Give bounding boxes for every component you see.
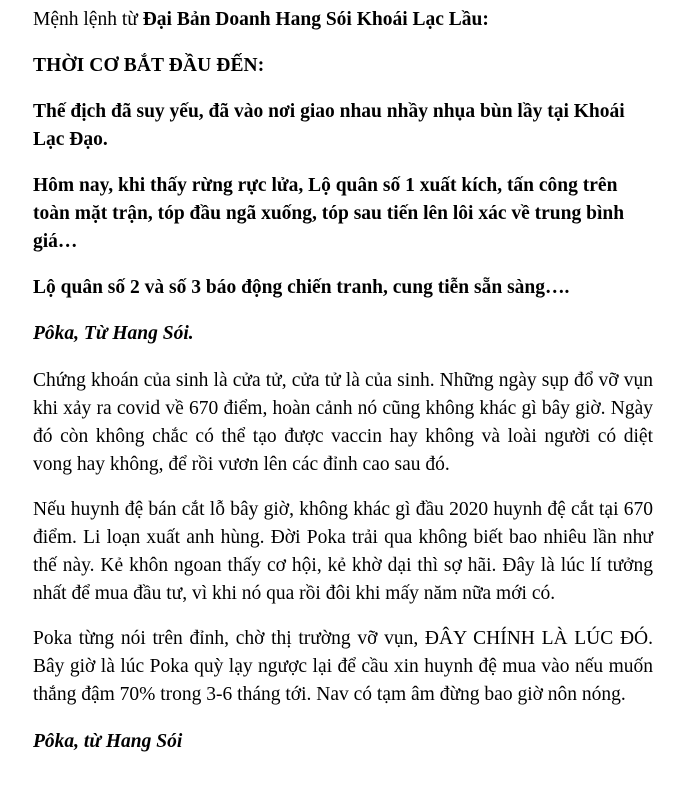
body-paragraph-2: Nếu huynh đệ bán cắt lỗ bây giờ, không khác gì đầu 2020 huynh đệ cắt tại 670 điểm. Li loạn xuất anh hùng. Đời Poka trải qua không biết bao nhiêu lần như thế này. Kẻ khôn ngoan thấy cơ hội, kẻ khờ dại thì sợ hãi. Đây là lúc lí tưởng nhất để mua đầu tư, vì khi nó qua rồi đôi khi mấy năm nữa mới có. [33,499,653,604]
spacer [33,608,653,625]
spacer [33,302,653,320]
document-heading: THỜI CƠ BẮT ĐẦU ĐẾN: [33,55,265,76]
body-paragraph-3: Poka từng nói trên đỉnh, chờ thị trường vỡ vụn, ĐÂY CHÍNH LÀ LÚC ĐÓ. Bây giờ là lúc Poka quỳ lạy ngược lại để cầu xin huynh đệ mua vào nếu muốn thắng đậm 70% trong 3-6 tháng tới. Nav có tạm âm đừng bao giờ nôn nóng. [33,628,653,705]
order-paragraph-3: Lộ quân số 2 và số 3 báo động chiến tranh, cung tiễn sẵn sàng…. [33,277,570,298]
signature-top: Pôka, Từ Hang Sói. [33,323,194,344]
spacer [33,34,653,52]
spacer [33,256,653,274]
spacer [33,154,653,172]
spacer [33,479,653,496]
spacer [33,348,653,367]
order-paragraph-2: Hôm nay, khi thấy rừng rực lửa, Lộ quân số 1 xuất kích, tấn công trên toàn mặt trận, tóp đầu ngã xuống, tóp sau tiến lên lôi xác về trung bình giá… [33,175,625,252]
order-paragraph-1: Thế địch đã suy yếu, đã vào nơi giao nhau nhầy nhụa bùn lầy tại Khoái Lạc Đạo. [33,101,625,150]
signature-bottom: Pôka, từ Hang Sói [33,731,183,752]
salutation-line [33,6,653,34]
spacer [33,709,653,728]
spacer [33,80,653,98]
body-paragraph-1: Chứng khoán của sinh là cửa tử, cửa tử là của sinh. Những ngày sụp đổ vỡ vụn khi xảy ra covid về 670 điểm, hoàn cảnh nó cũng không khác gì bây giờ. Ngày đó còn không chắc có thể tạo được vaccin hay không và loài người có diệt vong hay không, để rồi vươn lên các đỉnh cao sau đó. [33,370,653,475]
salutation-prefix: Mệnh lệnh từ [33,9,143,30]
salutation-recipient: Đại Bản Doanh Hang Sói Khoái Lạc Lầu: [142,9,489,30]
